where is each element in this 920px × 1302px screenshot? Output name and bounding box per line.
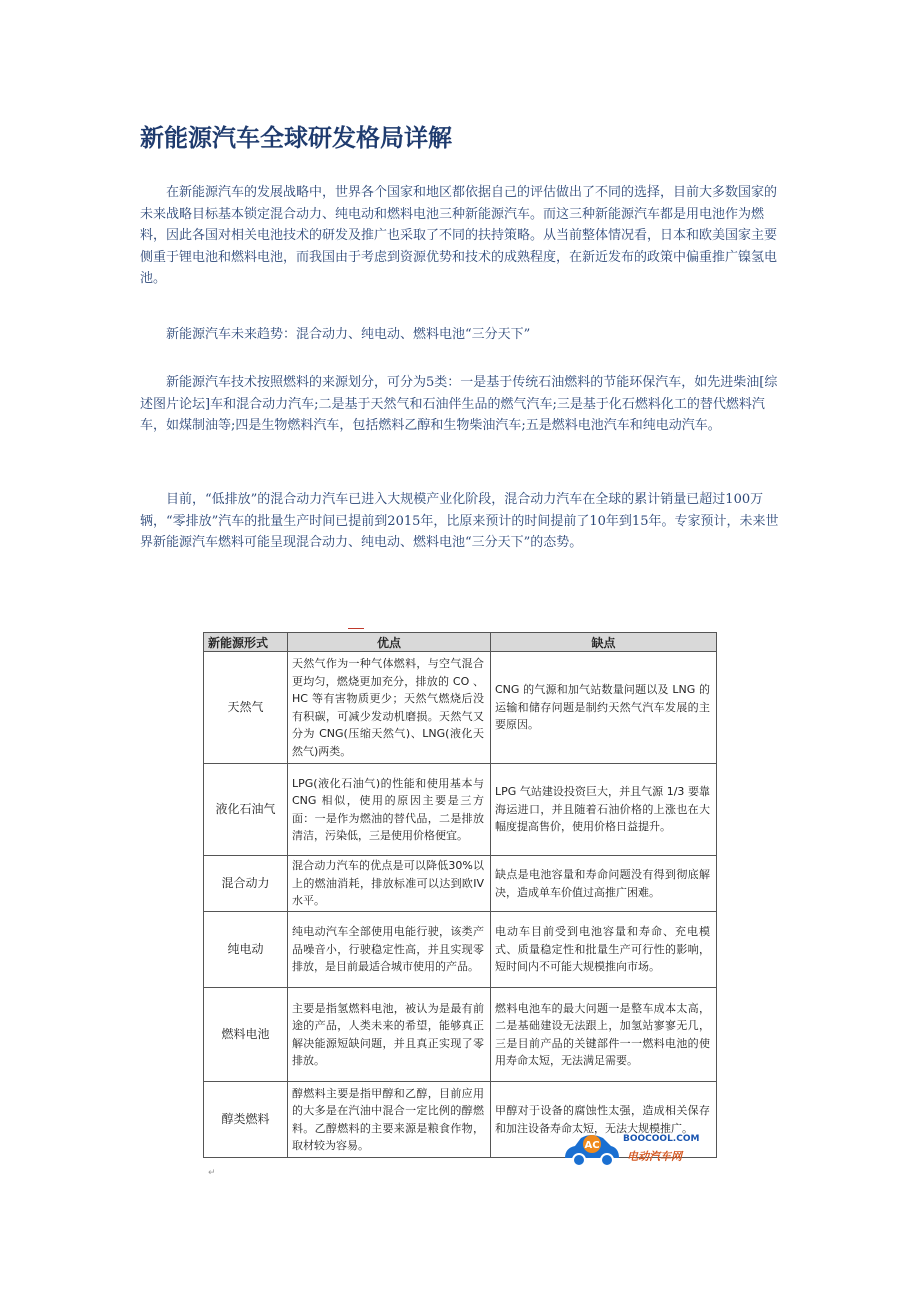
advantage-cell: 天然气作为一种气体燃料，与空气混合更均匀，燃烧更加充分，排放的 CO 、HC 等有害物质更少；天然气燃烧后没有积碳，可减少发动机磨损。天然气又分为 CNG(压缩天然气)、LNG(液化天然气)两类。 — [288, 652, 491, 764]
paragraph-end-mark: ↵ — [208, 1168, 216, 1178]
disadvantage-cell: 燃料电池车的最大问题一是整车成本太高，二是基础建设无法跟上，加氢站寥寥无几，三是目前产品的关键部件一一燃料电池的使用寿命太短，无法满足需要。 — [491, 988, 717, 1082]
advantage-cell: 混合动力汽车的优点是可以降低30%以上的燃油消耗，排放标准可以达到欧IV水平。 — [288, 856, 491, 912]
car-logo-icon — [561, 1130, 621, 1170]
form-cell: 天然气 — [204, 652, 288, 764]
table-row — [204, 764, 717, 856]
intro-paragraph: 在新能源汽车的发展战略中，世界各个国家和地区都依据自己的评估做出了不同的选择，目前大多数国家的未来战略目标基本锁定混合动力、纯电动和燃料电池三种新能源汽车。而这三种新能源汽车都是用电池作为燃料，因此各国对相关电池技术的研发及推广也采取了不同的扶持策略。从当前整体情况看，日本和欧美国家主要侧重于锂电池和燃料电池，而我国由于考虑到资源优势和技术的成熟程度，在新近发布的政策中偏重推广镍氢电池。 — [140, 185, 778, 286]
comparison-table-container — [203, 632, 716, 1158]
disadvantage-cell: 甲醇对于设备的腐蚀性太强，造成相关保存和加注设备寿命太短，无法大规模推广。 — [491, 1082, 717, 1158]
logo-site-text: BOOCOOL.COM — [623, 1134, 700, 1144]
table-row — [204, 652, 717, 764]
form-cell: 液化石油气 — [204, 764, 288, 856]
disadvantage-cell: 电动车目前受到电池容量和寿命、充电模式、质量稳定性和批量生产可行性的影响，短时间内不可能大规模推向市场。 — [491, 912, 717, 988]
logo-badge-text: AC — [584, 1140, 600, 1151]
table-row — [204, 912, 717, 988]
header-disadvantage: 缺点 — [491, 633, 717, 652]
header-form: 新能源形式 — [204, 633, 288, 652]
disadvantage-cell: 缺点是电池容量和寿命问题没有得到彻底解决，造成单车价值过高推广困难。 — [491, 856, 717, 912]
form-cell: 混合动力 — [204, 856, 288, 912]
site-logo — [561, 1130, 711, 1170]
disadvantage-cell: CNG 的气源和加气站数量问题以及 LNG 的运输和储存问题是制约天然气汽车发展的主要原因。 — [491, 652, 717, 764]
header-advantage: 优点 — [288, 633, 491, 652]
logo-name-text: 电动汽车网 — [627, 1150, 682, 1163]
form-cell: 燃料电池 — [204, 988, 288, 1082]
table-header-row — [204, 633, 717, 652]
advantage-cell: 主要是指氢燃料电池，被认为是最有前途的产品，人类未来的希望，能够真正解决能源短缺问题，并且真正实现了零排放。 — [288, 988, 491, 1082]
advantage-cell: 醇燃料主要是指甲醇和乙醇，目前应用的大多是在汽油中混合一定比例的醇燃料。乙醇燃料的主要来源是粮食作物，取材较为容易。 — [288, 1082, 491, 1158]
decorative-red-line — [348, 628, 364, 629]
table-row — [204, 856, 717, 912]
form-cell: 纯电动 — [204, 912, 288, 988]
page-title: 新能源汽车全球研发格局详解 — [140, 124, 452, 152]
form-cell: 醇类燃料 — [204, 1082, 288, 1158]
outlook-paragraph: 目前，“低排放”的混合动力汽车已进入大规模产业化阶段，混合动力汽车在全球的累计销量已超过100万辆，“零排放”汽车的批量生产时间已提前到2015年，比原来预计的时间提前了10年到15年。专家预计，未来世界新能源汽车燃料可能呈现混合动力、纯电动、燃料电池“三分天下”的态势。 — [140, 492, 779, 550]
disadvantage-cell: LPG 气站建设投资巨大，并且气源 1/3 要靠海运进口，并且随着石油价格的上涨也在大幅度提高售价，使用价格日益提升。 — [491, 764, 717, 856]
table-row — [204, 988, 717, 1082]
advantage-cell: 纯电动汽车全部使用电能行驶，该类产品噪音小，行驶稳定性高，并且实现零排放，是目前最适合城市使用的产品。 — [288, 912, 491, 988]
advantage-cell: LPG(液化石油气)的性能和使用基本与 CNG 相似，使用的原因主要是三方面：一是作为燃油的替代品，二是排放清洁，污染低，三是使用价格便宜。 — [288, 764, 491, 856]
comparison-table — [203, 632, 717, 1158]
trend-paragraph: 新能源汽车未来趋势：混合动力、纯电动、燃料电池“三分天下” — [166, 327, 531, 342]
classification-paragraph: 新能源汽车技术按照燃料的来源划分，可分为5类：一是基于传统石油燃料的节能环保汽车，如先进柴油[综述图片论坛]车和混合动力汽车;二是基于天然气和石油伴生品的燃气汽车;三是基于化石燃料化工的替代燃料汽车，如煤制油等;四是生物燃料汽车，包括燃料乙醇和生物柴油汽车;五是燃料电池汽车和纯电动汽车。 — [140, 375, 778, 433]
